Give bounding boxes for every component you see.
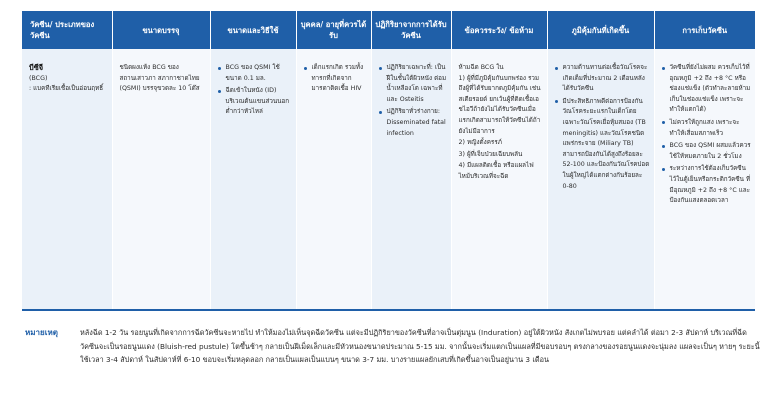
header-vaccine: วัคซีน/ ประเภทของวัคซีน xyxy=(22,11,112,49)
table-row xyxy=(22,49,755,309)
cell-caution xyxy=(451,49,547,309)
storage-item: BCG ของ QSMI ผสมแล้วควรใช้ให้หมดภายใน 2 ชั่วโมง xyxy=(662,141,752,162)
caution-item: 3) ผู้ที่เจ็บป่วยเฉียบพลัน xyxy=(458,150,523,158)
caution-item: 1) ผู้ที่มีภูมิคุ้มกันบกพร่อง รวมถึงผู้ที่ได้รับยากดภูมิคุ้มกัน เช่น สเตียรอยด์ ยกเว้นผู้ที่ติดเชื้อเอชไอวีถ้ายังไม่ได้รับวัคซีนเมื่อแรกเกิดสามารถให้วัคซีนได้ถ้ายังไม่มีอาการ xyxy=(458,74,541,135)
immunity-item: มีประสิทธิภาพดีต่อการป้องกันวัณโรคระยะแรกในเด็กโดยเฉพาะวัณโรคเยื่อหุ้มสมอง (TB meningitis) และวัณโรคชนิดแพร่กระจาย (Miliary TB) สามารถป้องกันได้สูงถึงร้อยละ 52-100 และป้องกันวัณโรคปอดในผู้ใหญ่ได้แตกต่างกันร้อยละ 0-80 xyxy=(555,97,650,192)
dose-item: ฉีดเข้าในหนัง (ID) บริเวณต้นแขนส่วนนอกต่ำกว่าหัวไหล่ xyxy=(218,86,292,118)
cell-vaccine xyxy=(22,49,112,309)
vaccine-type: : แบคทีเรียเชื้อเป็นอ่อนฤทธิ์ xyxy=(29,85,104,93)
dose-item: BCG ของ QSMI ใช้ขนาด 0.1 มล. xyxy=(218,63,292,84)
header-package: ขนาดบรรจุ xyxy=(112,11,210,49)
vaccine-name: บีซีจี xyxy=(29,63,44,72)
immunity-item: ความต้านทานต่อเชื้อวัณโรคจะเกิดเต็มที่ประมาณ 2 เดือนหลังได้รับวัคซีน xyxy=(555,63,650,95)
storage-item: ระหว่างการใช้ต้องเก็บวัคซีนไว้ในตู้เย็นหรือกระติกวัคซีน ที่มีอุณหภูมิ +2 ถึง +8 °C และป้องกันแสงตลอดเวลา xyxy=(662,164,752,206)
reaction-item: ปฏิกิริยาทั่วร่างกาย: Disseminated fatal infection xyxy=(379,107,447,139)
caution-item: 2) หญิงตั้งครรภ์ xyxy=(458,139,502,147)
reaction-item: ปฏิกิริยาเฉพาะที่: เป็นฝีในชั้นใต้ผิวหนัง ต่อมน้ำเหลืองโต เฉพาะที่ และ Osteitis xyxy=(379,63,447,105)
header-recipient: บุคคล/ อายุที่ควรได้รับ xyxy=(296,11,371,49)
note-section xyxy=(25,326,760,367)
cell-immunity xyxy=(547,49,654,309)
cell-recipient xyxy=(296,49,371,309)
note-label: หมายเหตุ xyxy=(25,328,58,337)
cell-package xyxy=(112,49,210,309)
table-bottom-border xyxy=(22,309,755,311)
package-text: ชนิดผงแห้ง BCG ของสถานเสาวภา สภากาชาดไทย (QSMI) บรรจุขวดละ 10 โด๊ส xyxy=(119,64,200,93)
caution-item: 4) มีแผลติดเชื้อ หรือแผลไฟไหม้บริเวณที่จะฉีด xyxy=(458,162,534,180)
header-reaction: ปฏิกิริยาจากการได้รับวัคซีน xyxy=(371,11,451,49)
note-text: หลังฉีด 1-2 วัน รอยนูนที่เกิดจากการฉีดวัคซีนจะหายไป ทำให้มองไม่เห็นจุดฉีดวัคซีน แต่จะมีปฏิกิริยาของวัคซีนที่อาจเป็นตุ่มนูน (Induration) อยู่ใต้ผิวหนัง สังเกตไม่พบรอย แต่คลำได้ ต่อมา 2-3 สัปดาห์ บริเวณที่ฉีดวัคซีนจะเป็นรอยนูนแดง (Bluish-red pustule) โตขึ้นช้าๆ กลายเป็นฝีเม็ดเล็กและมีหัวหนองขนาดประมาณ 5-15 มม. จากนั้นจะเริ่มแตกเป็นแผลที่มีขอบรอบๆ ตรงกลางของรอยนูนแดงจะนุ่มลง แผลจะเป็นๆ หายๆ ระยะนี้ใช้เวลา 3-4 สัปดาห์ ในสัปดาห์ที่ 6-10 ขอบจะเริ่มหลุดลอก กลายเป็นแผลเป็นแบนๆ ขนาด 3-7 มม. บางรายแผลยักเสบที่เกิดขึ้นอาจเป็นอยู่นาน 3 เดือน xyxy=(80,328,760,364)
vaccine-table xyxy=(22,11,755,309)
header-dose: ขนาดและวิธีใช้ xyxy=(210,11,296,49)
vaccine-abbr: (BCG) xyxy=(29,74,48,82)
table-header-row xyxy=(22,11,755,49)
cell-storage xyxy=(654,49,755,309)
storage-item: วัคซีนที่ยังไม่ผสม ควรเก็บไว้ที่อุณหภูมิ +2 ถึง +8 °C หรือช่องแช่แข็ง (ตัวทำละลายห้ามเก็บในช่องแช่แข็ง เพราะจะทำให้แตกได้) xyxy=(662,63,752,116)
header-caution: ข้อควรระวัง/ ข้อห้าม xyxy=(451,11,547,49)
cell-reaction xyxy=(371,49,451,309)
recipient-item: เด็กแรกเกิด รวมทั้งทารกที่เกิดจากมารดาติดเชื้อ HIV xyxy=(304,63,367,95)
vaccine-table-wrap xyxy=(22,11,755,309)
storage-item: ไม่ควรให้ถูกแสง เพราะจะทำให้เสื่อมสภาพเร็ว xyxy=(662,118,752,139)
cell-dose xyxy=(210,49,296,309)
header-storage: การเก็บวัคซีน xyxy=(654,11,755,49)
header-immunity: ภูมิคุ้มกันที่เกิดขึ้น xyxy=(547,11,654,49)
caution-intro: ห้ามฉีด BCG ใน xyxy=(458,64,504,71)
